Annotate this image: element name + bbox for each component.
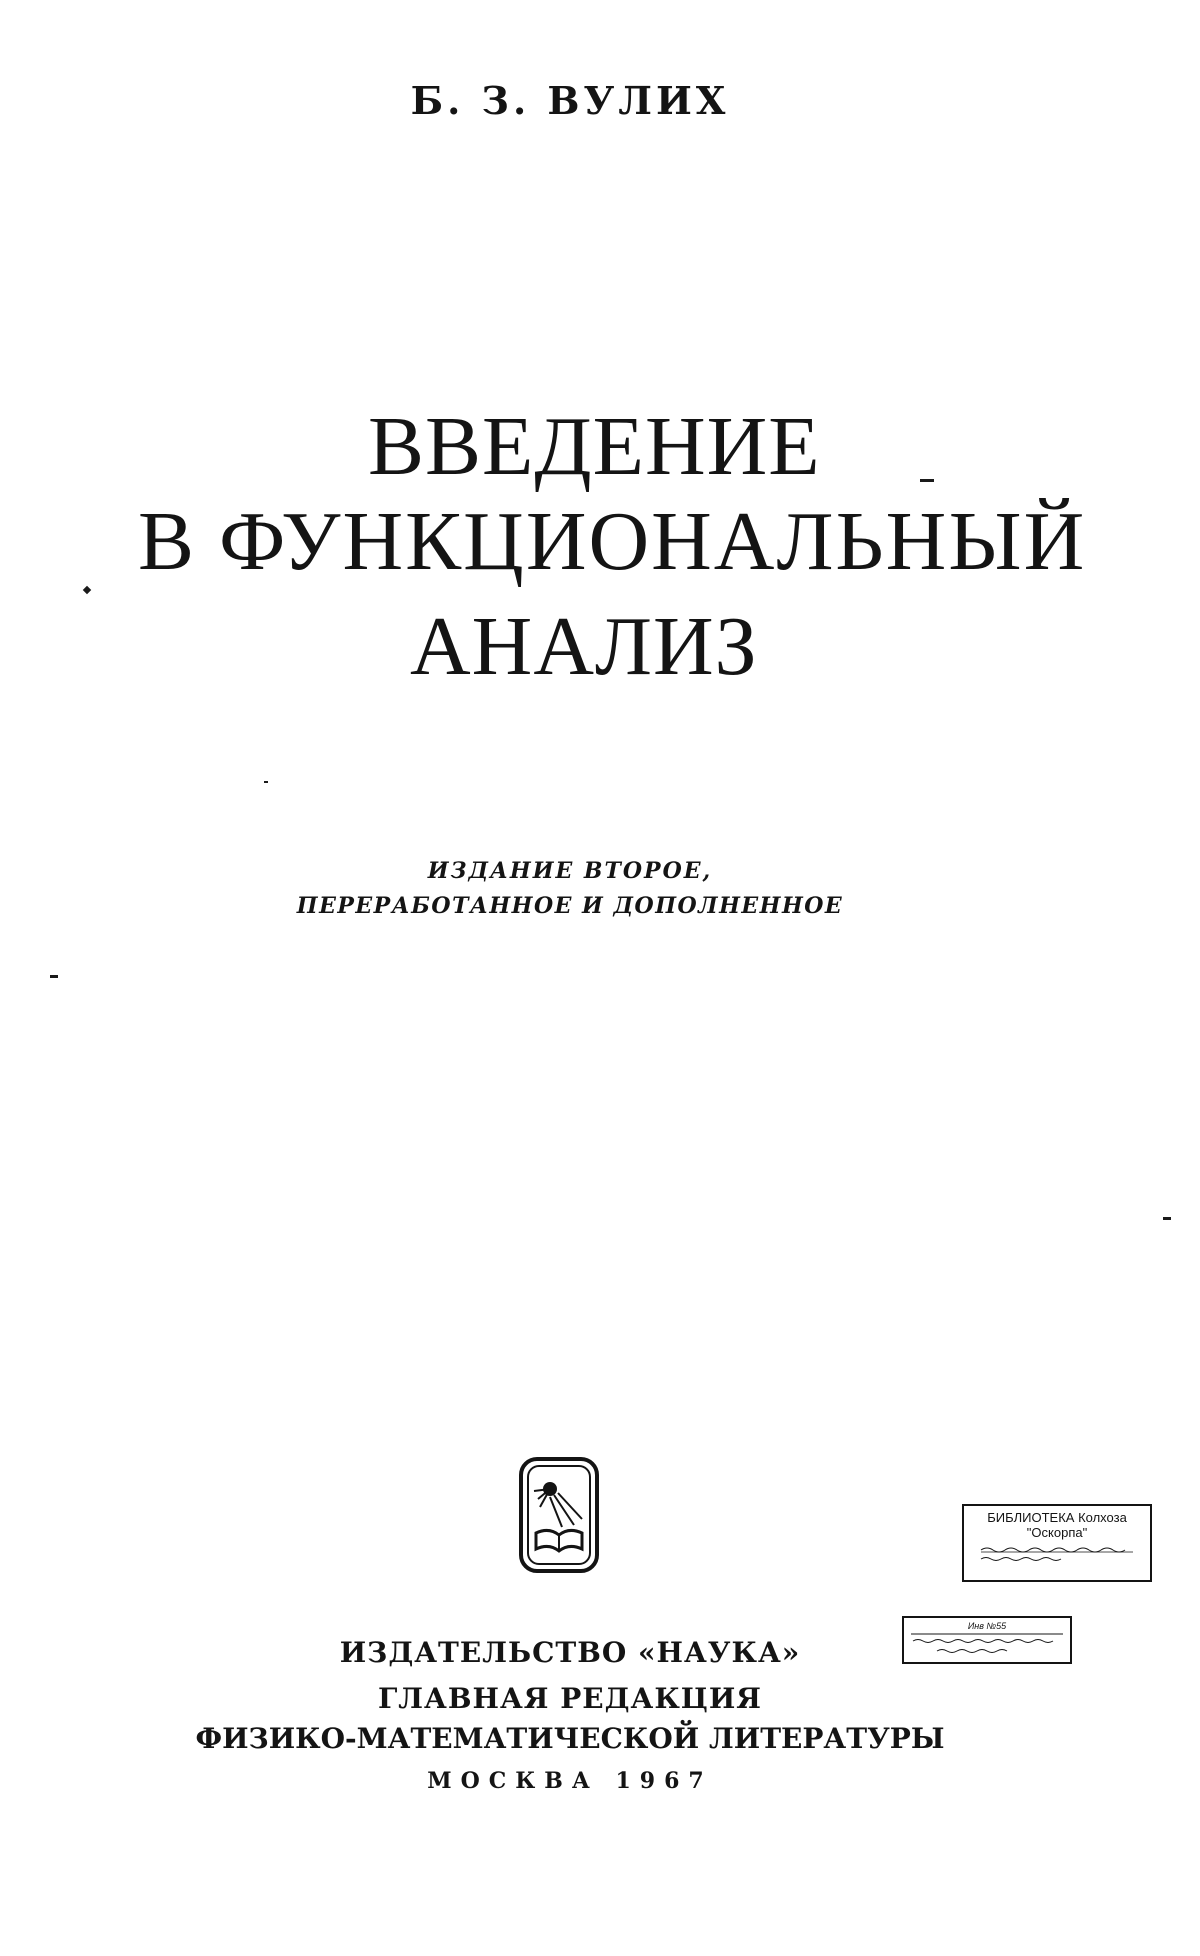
edition-line-1: ИЗДАНИЕ ВТОРОЕ, xyxy=(427,858,713,884)
library-stamp-line-1: БИБЛИОТЕКА Колхоза xyxy=(987,1510,1127,1525)
library-stamp-line-2: "Оскорпа" xyxy=(1026,1525,1088,1540)
book-title-line-1: ВВЕДЕНИЕ xyxy=(368,400,821,493)
inventory-stamp xyxy=(902,1616,1072,1664)
scan-speck xyxy=(920,479,934,482)
publisher-name: ИЗДАТЕЛЬСТВО «НАУКА» xyxy=(339,1636,801,1669)
scan-speck xyxy=(50,975,58,978)
publisher-subdivision: ФИЗИКО-МАТЕМАТИЧЕСКОЙ ЛИТЕРАТУРЫ xyxy=(195,1722,945,1755)
author-name: Б. З. ВУЛИХ xyxy=(410,78,730,123)
book-title-line-3: АНАЛИЗ xyxy=(410,600,758,693)
library-stamp xyxy=(962,1504,1152,1582)
library-stamp-illegible-note xyxy=(964,1544,1150,1567)
publisher-division: ГЛАВНАЯ РЕДАКЦИЯ xyxy=(377,1682,763,1715)
scan-speck xyxy=(83,586,91,594)
city-year: МОСКВА 1967 xyxy=(427,1768,713,1794)
scan-speck xyxy=(1163,1217,1171,1220)
publisher-logo-icon xyxy=(516,1455,602,1575)
scan-speck xyxy=(264,781,268,783)
inventory-stamp-illegible-note xyxy=(907,1632,1067,1656)
inventory-stamp-number: Инв №55 xyxy=(967,1621,1007,1631)
edition-line-2: ПЕРЕРАБОТАННОЕ И ДОПОЛНЕННОЕ xyxy=(296,893,844,919)
book-title-line-2: В ФУНКЦИОНАЛЬНЫЙ xyxy=(138,495,1087,588)
